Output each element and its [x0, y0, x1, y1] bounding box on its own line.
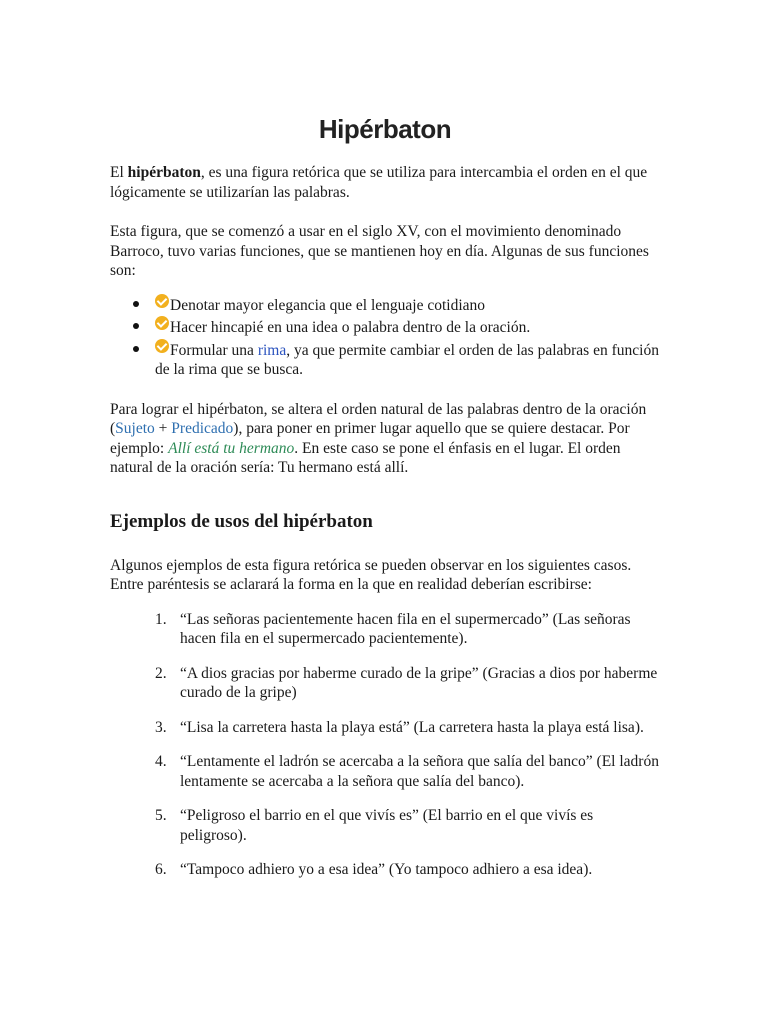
list-number: 3.: [155, 718, 167, 736]
method-text-2: ), para poner en primer lugar aquello que se quiere destacar. Por ejemplo:: [110, 420, 630, 457]
rima-link[interactable]: rima: [257, 341, 287, 359]
intro-bold-term: hipérbaton: [127, 164, 201, 181]
sujeto-link[interactable]: Sujeto: [115, 420, 155, 437]
list-item: [110, 752, 660, 791]
functions-intro-paragraph: Esta figura, que se comenzó a usar en el siglo XV, con el movimiento denominado Barroco, tuvo varias funciones, que se mantienen hoy en día. Algunas de sus funciones son:: [110, 223, 649, 279]
list-item: [110, 806, 660, 845]
list-item-text-after: , ya que permite cambiar el orden de las palabras en función de la rima que se busca.: [155, 341, 659, 378]
method-text-1: Para lograr el hipérbaton, se altera el orden natural de las palabras dentro de la oración (: [110, 400, 647, 437]
list-item: [110, 316, 660, 338]
intro-word: El: [110, 164, 128, 181]
list-item-text: “Las señoras pacientemente hacen fila en el supermercado” (Las señoras hacen fila en el supermercado pacientemente).: [180, 610, 631, 647]
bullet-dot: [133, 346, 139, 352]
list-item-text-before: Formular una: [170, 341, 258, 359]
list-number: 6.: [155, 861, 167, 878]
examples-list: [110, 610, 660, 880]
document-page: [110, 0, 660, 895]
check-icon: [155, 339, 169, 353]
list-item-text: “A dios gracias por haberme curado de la gripe” (Gracias a dios por haberme curado de la gripe): [180, 664, 658, 701]
intro-paragraph: [110, 163, 660, 202]
list-number: 1.: [155, 610, 167, 628]
list-item: [110, 294, 660, 316]
method-paragraph: [110, 400, 660, 478]
examples-intro-paragraph: Algunos ejemplos de esta figura retórica se pueden observar en los siguientes casos. Entre paréntesis se aclarará la forma en la que en realidad deberían escribirse:: [110, 556, 632, 593]
list-item-text: Denotar mayor elegancia que el lenguaje cotidiano: [170, 296, 486, 314]
bullet-dot: [133, 301, 139, 307]
list-item: [110, 339, 660, 380]
list-number: 2.: [155, 664, 167, 682]
list-item: [110, 718, 660, 738]
list-item: [110, 664, 660, 703]
list-number: 5.: [155, 807, 167, 824]
page-title: Hipérbaton: [318, 114, 452, 144]
check-icon: [155, 316, 169, 330]
list-item: [110, 860, 660, 880]
predicado-link[interactable]: Predicado: [171, 420, 234, 437]
functions-list: [110, 294, 660, 380]
bullet-dot: [133, 323, 139, 329]
intro-rest: , es una figura retórica que se utiliza para intercambia el orden en el que lógicamente se utilizarían las palabras.: [110, 164, 648, 201]
list-item-text: Hacer hincapié en una idea o palabra dentro de la oración.: [170, 319, 531, 336]
list-item-text: “Lisa la carretera hasta la playa está” (La carretera hasta la playa está lisa).: [180, 718, 644, 736]
list-item-text: “Tampoco adhiero yo a esa idea” (Yo tampoco adhiero a esa idea).: [180, 861, 593, 878]
method-text-3: . En este caso se pone el énfasis en el lugar. El orden natural de la oración sería: Tu hermano está allí.: [110, 439, 621, 476]
list-item-text: “Lentamente el ladrón se acercaba a la señora que salía del banco” (El ladrón lentamente se acercaba a la señora que salía del banco).: [180, 753, 659, 790]
example-phrase: Allí está tu hermano: [168, 439, 295, 457]
plus-sign: +: [154, 420, 172, 437]
list-item-text: “Peligroso el barrio en el que vivís es” (El barrio en el que vivís es peligroso).: [180, 807, 594, 844]
list-item: [110, 610, 660, 649]
list-number: 4.: [155, 753, 167, 770]
section-heading: Ejemplos de usos del hipérbaton: [110, 510, 373, 532]
check-icon: [155, 294, 169, 308]
